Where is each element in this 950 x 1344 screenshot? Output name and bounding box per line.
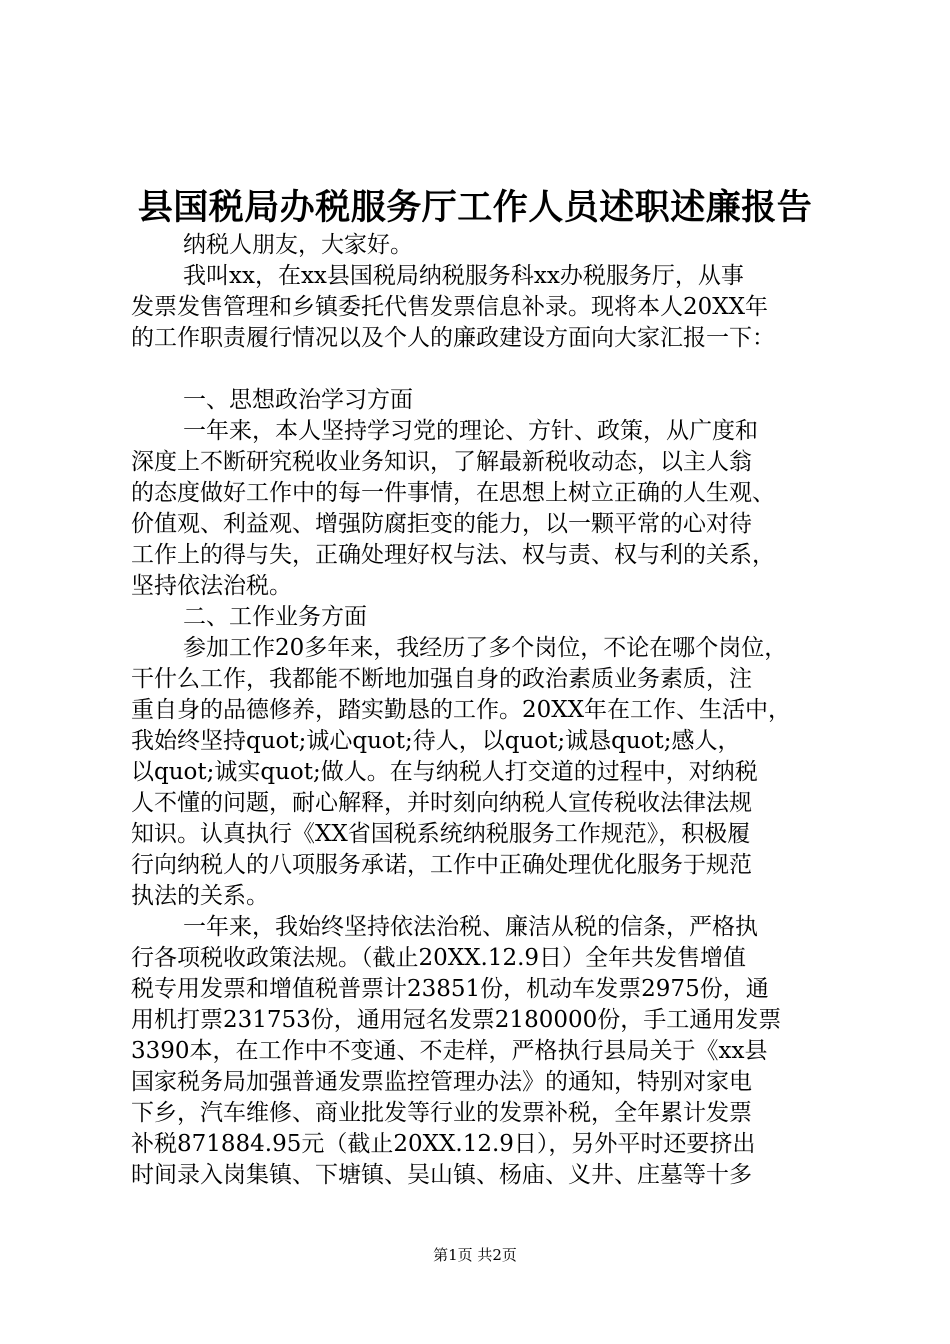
text-line: 行向纳税人的八项服务承诺，工作中正确处理优化服务于规范	[131, 852, 752, 878]
text-line: 知识。认真执行《XX省国税系统纳税服务工作规范》，积极履	[131, 821, 751, 847]
paragraph-gap	[131, 354, 831, 385]
text-line: 价值观、利益观、增强防腐拒变的能力，以一颗平常的心对待	[131, 511, 752, 537]
text-line: 一年来，本人坚持学习党的理论、方针、政策，从广度和	[183, 418, 758, 444]
document-title: 县国税局办税服务厅工作人员述职述廉报告	[137, 187, 813, 228]
document-body	[131, 230, 831, 1191]
text-line: 工作上的得与失，正确处理好权与法、权与责、权与利的关系，	[131, 542, 775, 568]
text-line: 纳税人朋友，大家好。	[183, 232, 413, 258]
text-line: 用机打票231753份，通用冠名发票2180000份，手工通用发票	[131, 1007, 782, 1033]
text-line: 的工作职责履行情况以及个人的廉政建设方面向大家汇报一下：	[131, 325, 775, 351]
text-line: 我叫xx，在xx县国税局纳税服务科xx办税服务厅，从事	[183, 263, 744, 289]
text-line: 执法的关系。	[131, 883, 269, 909]
text-line: 一年来，我始终坚持依法治税、廉洁从税的信条，严格执	[183, 914, 758, 940]
text-line: 3390本，在工作中不变通、不走样，严格执行县局关于《xx县	[131, 1038, 768, 1064]
section-heading: 一、思想政治学习方面	[183, 387, 413, 413]
text-line: 时间录入岗集镇、下塘镇、吴山镇、杨庙、义井、庄墓等十多	[131, 1162, 752, 1188]
text-line: 下乡，汽车维修、商业批发等行业的发票补税，全年累计发票	[131, 1100, 752, 1126]
page-number: 第1页 共2页	[433, 1246, 517, 1264]
text-line: 的态度做好工作中的每一件事情，在思想上树立正确的人生观、	[131, 480, 775, 506]
text-line: 我始终坚持quot;诚心quot;待人，以quot;诚恳quot;感人，	[131, 728, 741, 754]
text-line: 补税871884.95元（截止20XX.12.9日），另外平时还要挤出	[131, 1131, 756, 1157]
text-line: 以quot;诚实quot;做人。在与纳税人打交道的过程中，对纳税	[131, 759, 758, 785]
text-line: 深度上不断研究税收业务知识，了解最新税收动态，以主人翁	[131, 449, 752, 475]
text-line: 重自身的品德修养，踏实勤恳的工作。20XX年在工作、生活中，	[131, 697, 792, 723]
section-heading: 二、工作业务方面	[183, 604, 367, 630]
text-line: 国家税务局加强普通发票监控管理办法》的通知，特别对家电	[131, 1069, 752, 1095]
text-line: 坚持依法治税。	[131, 573, 292, 599]
text-line: 人不懂的问题，耐心解释，并时刻向纳税人宣传税收法律法规	[131, 790, 752, 816]
text-line: 发票发售管理和乡镇委托代售发票信息补录。现将本人20XX年	[131, 294, 769, 320]
text-line: 税专用发票和增值税普票计23851份，机动车发票2975份，通	[131, 976, 769, 1002]
text-line: 干什么工作，我都能不断地加强自身的政治素质业务素质，注	[131, 666, 752, 692]
text-line: 行各项税收政策法规。（截止20XX.12.9日）全年共发售增值	[131, 945, 747, 971]
text-line: 参加工作20多年来，我经历了多个岗位，不论在哪个岗位，	[183, 635, 788, 661]
